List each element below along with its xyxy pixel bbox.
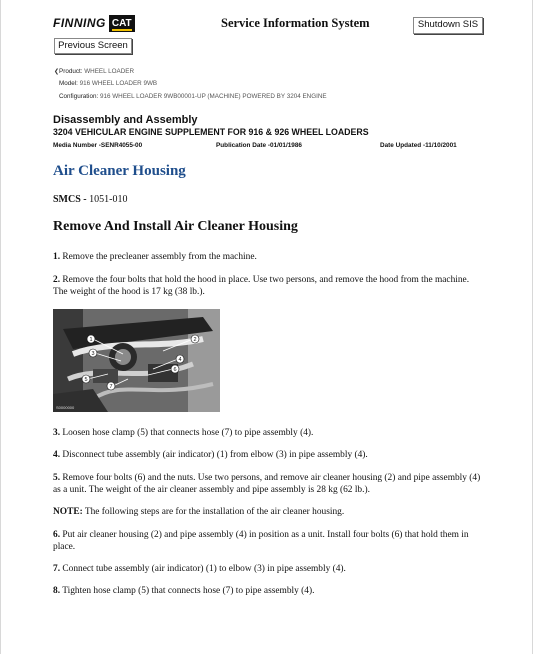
step-text: Tighten hose clamp (5) that connects hose (7) to pipe assembly (4).: [62, 586, 315, 596]
finning-cat-logo: [53, 13, 135, 33]
step-6: [53, 529, 483, 553]
smcs-label: SMCS -: [53, 194, 87, 205]
smcs-value: 1051-010: [89, 194, 128, 205]
step-text: Loosen hose clamp (5) that connects hose (7) to pipe assembly (4).: [62, 428, 314, 438]
note-text: The following steps are for the installation of the air cleaner housing.: [84, 507, 345, 517]
step-text: Remove the precleaner assembly from the machine.: [62, 252, 257, 262]
configuration-value: 916 WHEEL LOADER 9WB00001-UP (MACHINE) POWERED BY 3204 ENGINE: [99, 93, 327, 100]
step-number: 8.: [53, 586, 61, 596]
model-label: Model:: [59, 80, 78, 87]
step-7: [53, 563, 483, 575]
callout-1: 1: [89, 337, 93, 343]
product-line: [54, 68, 134, 75]
step-number: 3.: [53, 428, 61, 438]
model-line: [59, 80, 157, 87]
section-title: Disassembly and Assembly: [53, 114, 198, 126]
figure-code: S0000000: [56, 405, 75, 410]
air-cleaner-figure: [53, 309, 220, 412]
step-text: Remove four bolts (6) and the nuts. Use two persons, and remove air cleaner housing (2) and pipe assembly (4) as a unit. The weight of the air cleaner assembly and pipe assembly is 28 kg (62 lb.).: [53, 473, 481, 496]
step-2: [53, 274, 483, 298]
step-8: [53, 585, 483, 597]
page-title: Air Cleaner Housing: [53, 163, 186, 179]
previous-screen-button[interactable]: Previous Screen: [54, 38, 132, 54]
step-5: [53, 472, 483, 496]
step-number: 4.: [53, 450, 61, 460]
page-border-left: [0, 0, 1, 654]
product-value: WHEEL LOADER: [84, 68, 135, 75]
configuration-label: Configuration:: [59, 93, 99, 100]
step-number: 1.: [53, 252, 61, 262]
callout-3: 3: [91, 351, 95, 357]
step-number: 6.: [53, 530, 61, 540]
shutdown-sis-button[interactable]: Shutdown SIS: [413, 17, 483, 34]
step-4: [53, 449, 483, 461]
step-text: Remove the four bolts that hold the hood in place. Use two persons, and remove the hood from the machine. The weight of the hood is 17 kg (38 lb.).: [53, 275, 470, 298]
callout-7: 7: [109, 384, 113, 390]
callout-5: 5: [84, 377, 88, 383]
callout-4: 4: [178, 357, 182, 363]
note: [53, 506, 483, 518]
app-title: Service Information System: [221, 16, 370, 30]
cat-logo-box: CAT: [109, 15, 135, 32]
publication-date: Publication Date -01/01/1986: [216, 142, 302, 149]
date-updated: Date Updated -11/10/2001: [380, 142, 457, 149]
engine-photo-illustration: [53, 309, 220, 412]
step-3: [53, 427, 483, 439]
step-number: 7.: [53, 564, 61, 574]
step-number: 5.: [53, 473, 61, 483]
step-1: [53, 251, 483, 263]
step-text: Put air cleaner housing (2) and pipe assembly (4) in position as a unit. Install four bolts (6) that hold them in place.: [53, 530, 469, 553]
callout-2: 2: [193, 337, 197, 343]
step-text: Connect tube assembly (air indicator) (1) to elbow (3) in pipe assembly (4).: [62, 564, 346, 574]
procedure-title: Remove And Install Air Cleaner Housing: [53, 219, 298, 234]
media-number: Media Number -SENR4055-00: [53, 142, 143, 149]
supplement-title: 3204 VEHICULAR ENGINE SUPPLEMENT FOR 916 & 926 WHEEL LOADERS: [53, 127, 369, 137]
model-value: 916 WHEEL LOADER 9WB: [79, 80, 158, 87]
logo-wordmark: FINNING: [53, 16, 106, 30]
smcs-code: [53, 194, 127, 205]
step-text: Disconnect tube assembly (air indicator) (1) from elbow (3) in pipe assembly (4).: [62, 450, 368, 460]
configuration-line: [59, 93, 327, 100]
callout-6: 6: [173, 367, 177, 373]
step-number: 2.: [53, 275, 61, 285]
product-icon: ❮: [54, 69, 60, 75]
note-label: NOTE:: [53, 507, 83, 517]
product-label: Product:: [59, 68, 83, 75]
